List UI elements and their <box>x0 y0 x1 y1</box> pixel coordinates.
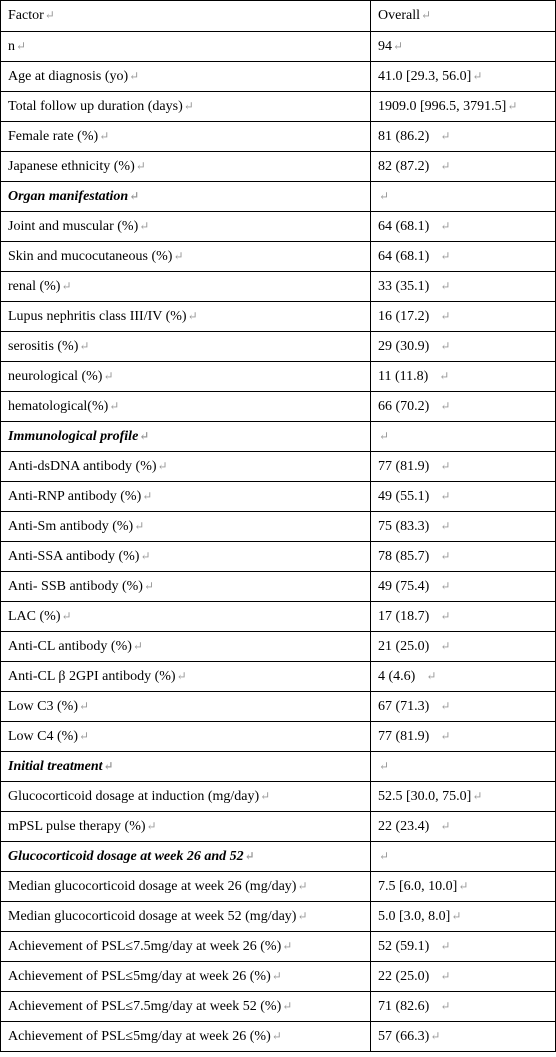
overall-value: 21 (25.0) <box>378 638 430 654</box>
factor-cell <box>1 662 371 692</box>
paragraph-mark-icon: ↵ <box>393 38 404 53</box>
paragraph-mark-icon: ↵ <box>297 908 308 923</box>
factor-label: Median glucocorticoid dosage at week 26 (mg/day) <box>8 878 297 894</box>
overall-value: 41.0 [29.3, 56.0] <box>378 68 472 84</box>
factor-label: Median glucocorticoid dosage at week 52 (mg/day) <box>8 908 297 924</box>
paragraph-mark-icon: ↵ <box>173 248 184 263</box>
paragraph-mark-icon: ↵ <box>129 68 140 83</box>
overall-value: 22 (23.4) <box>378 818 430 834</box>
paragraph-mark-icon: ↵ <box>426 668 437 683</box>
paragraph-mark-icon: ↵ <box>440 338 451 353</box>
overall-cell <box>371 152 556 182</box>
overall-cell <box>371 542 556 572</box>
overall-value: 67 (71.3) <box>378 698 430 714</box>
overall-cell <box>371 572 556 602</box>
paragraph-mark-icon: ↵ <box>282 998 293 1013</box>
overall-value: 33 (35.1) <box>378 278 430 294</box>
header-factor-label: Factor <box>8 8 44 23</box>
section-header-row <box>1 422 556 452</box>
paragraph-mark-icon: ↵ <box>440 488 451 503</box>
overall-value: 78 (85.7) <box>378 548 430 564</box>
table-row <box>1 62 556 92</box>
table-row <box>1 992 556 1022</box>
factor-cell <box>1 362 371 392</box>
factor-label: Female rate (%) <box>8 128 99 144</box>
factor-cell <box>1 452 371 482</box>
overall-cell <box>371 212 556 242</box>
overall-cell <box>371 662 556 692</box>
table-row <box>1 632 556 662</box>
overall-cell <box>371 92 556 122</box>
table-row <box>1 242 556 272</box>
factor-cell <box>1 152 371 182</box>
factor-cell <box>1 242 371 272</box>
factor-label: Anti-dsDNA antibody (%) <box>8 458 157 474</box>
factor-cell <box>1 212 371 242</box>
factor-cell <box>1 782 371 812</box>
paragraph-mark-icon: ↵ <box>379 848 390 863</box>
paragraph-mark-icon: ↵ <box>440 398 451 413</box>
paragraph-mark-icon: ↵ <box>458 878 469 893</box>
overall-cell <box>371 512 556 542</box>
table-row <box>1 812 556 842</box>
paragraph-mark-icon: ↵ <box>134 518 145 533</box>
paragraph-mark-icon: ↵ <box>187 308 198 323</box>
overall-cell <box>371 962 556 992</box>
factor-cell <box>1 512 371 542</box>
overall-value: 1909.0 [996.5, 3791.5] <box>378 98 507 114</box>
factor-cell <box>1 842 371 872</box>
table-row <box>1 572 556 602</box>
paragraph-mark-icon: ↵ <box>440 938 451 953</box>
factor-label: Achievement of PSL≤7.5mg/day at week 52 (%) <box>8 998 282 1014</box>
table-row <box>1 1022 556 1052</box>
table-row <box>1 782 556 812</box>
paragraph-mark-icon: ↵ <box>132 638 143 653</box>
table-row <box>1 92 556 122</box>
factor-label: Glucocorticoid dosage at induction (mg/day) <box>8 788 260 804</box>
overall-cell <box>371 1022 556 1052</box>
factor-label: Low C4 (%) <box>8 728 78 744</box>
factor-cell <box>1 32 371 62</box>
overall-cell <box>371 842 556 872</box>
factor-label: n <box>8 38 15 54</box>
overall-value: 49 (75.4) <box>378 578 430 594</box>
factor-label: Achievement of PSL≤5mg/day at week 26 (%) <box>8 1028 271 1044</box>
overall-cell <box>371 632 556 662</box>
overall-cell <box>371 452 556 482</box>
table-row <box>1 602 556 632</box>
table-row <box>1 872 556 902</box>
factor-label: Lupus nephritis class III/IV (%) <box>8 308 187 324</box>
factor-cell <box>1 692 371 722</box>
factor-label: LAC (%) <box>8 608 61 624</box>
overall-value: 75 (83.3) <box>378 518 430 534</box>
overall-value: 77 (81.9) <box>378 728 430 744</box>
table-row <box>1 302 556 332</box>
paragraph-mark-icon: ↵ <box>440 998 451 1013</box>
section-label: Organ manifestation <box>8 188 129 204</box>
paragraph-mark-icon: ↵ <box>440 968 451 983</box>
paragraph-mark-icon: ↵ <box>143 578 155 593</box>
paragraph-mark-icon: ↵ <box>109 398 120 413</box>
factor-cell <box>1 272 371 302</box>
factor-cell <box>1 962 371 992</box>
factor-cell <box>1 332 371 362</box>
overall-value: 5.0 [3.0, 8.0] <box>378 908 451 924</box>
section-label: Initial treatment <box>8 758 103 774</box>
paragraph-mark-icon: ↵ <box>176 668 187 683</box>
factor-cell <box>1 932 371 962</box>
paragraph-mark-icon: ↵ <box>440 518 451 533</box>
paragraph-mark-icon: ↵ <box>507 98 518 113</box>
header-cell-overall <box>371 1 556 32</box>
factor-cell <box>1 92 371 122</box>
overall-cell <box>371 992 556 1022</box>
paragraph-mark-icon: ↵ <box>379 428 390 443</box>
factor-cell <box>1 812 371 842</box>
paragraph-mark-icon: ↵ <box>430 1028 441 1043</box>
overall-value: 49 (55.1) <box>378 488 430 504</box>
paragraph-mark-icon: ↵ <box>61 278 72 293</box>
factor-cell <box>1 392 371 422</box>
paragraph-mark-icon: ↵ <box>440 128 451 143</box>
factor-label: Anti-CL antibody (%) <box>8 638 132 654</box>
section-label: Glucocorticoid dosage at week 26 and 52 <box>8 848 244 864</box>
paragraph-mark-icon: ↵ <box>379 758 390 773</box>
overall-value: 11 (11.8) <box>378 368 429 384</box>
overall-value: 7.5 [6.0, 10.0] <box>378 878 458 894</box>
overall-cell <box>371 692 556 722</box>
overall-cell <box>371 32 556 62</box>
paragraph-mark-icon: ↵ <box>16 38 27 53</box>
factor-cell <box>1 902 371 932</box>
factor-label: Anti-CL β 2GPI antibody (%) <box>8 668 176 684</box>
overall-value: 81 (86.2) <box>378 128 430 144</box>
factor-label: Anti-SSA antibody (%) <box>8 548 140 564</box>
overall-cell <box>371 302 556 332</box>
factor-cell <box>1 62 371 92</box>
factor-label: renal (%) <box>8 278 61 294</box>
paragraph-mark-icon: ↵ <box>99 128 110 143</box>
overall-value: 64 (68.1) <box>378 218 430 234</box>
paragraph-mark-icon: ↵ <box>451 908 462 923</box>
paragraph-mark-icon: ↵ <box>440 308 451 323</box>
factor-label: Anti- SSB antibody (%) <box>8 578 143 594</box>
paragraph-mark-icon: ↵ <box>440 158 451 173</box>
paragraph-mark-icon: ↵ <box>79 338 90 353</box>
overall-value: 71 (82.6) <box>378 998 430 1014</box>
paragraph-mark-icon: ↵ <box>79 698 90 713</box>
overall-value: 52 (59.1) <box>378 938 430 954</box>
table-row <box>1 962 556 992</box>
table-body <box>1 1 556 1052</box>
overall-cell <box>371 422 556 452</box>
paragraph-mark-icon: ↵ <box>103 368 114 383</box>
factor-cell <box>1 572 371 602</box>
table-row <box>1 482 556 512</box>
factor-cell <box>1 602 371 632</box>
factor-cell <box>1 992 371 1022</box>
paragraph-mark-icon: ↵ <box>146 818 157 833</box>
paragraph-mark-icon: ↵ <box>440 698 451 713</box>
table-row <box>1 722 556 752</box>
overall-value: 64 (68.1) <box>378 248 430 264</box>
factor-cell <box>1 722 371 752</box>
overall-value: 29 (30.9) <box>378 338 430 354</box>
paragraph-mark-icon: ↵ <box>440 638 451 653</box>
paragraph-mark-icon: ↵ <box>297 878 308 893</box>
factor-label: Low C3 (%) <box>8 698 78 714</box>
paragraph-mark-icon: ↵ <box>129 188 140 203</box>
table-row <box>1 392 556 422</box>
factor-label: serositis (%) <box>8 338 79 354</box>
overall-cell <box>371 482 556 512</box>
factor-cell <box>1 632 371 662</box>
paragraph-mark-icon: ↵ <box>440 278 451 293</box>
overall-cell <box>371 932 556 962</box>
table-row <box>1 332 556 362</box>
table-row <box>1 452 556 482</box>
table-row <box>1 662 556 692</box>
overall-cell <box>371 722 556 752</box>
table-row <box>1 122 556 152</box>
header-cell-factor <box>1 1 371 32</box>
overall-cell <box>371 62 556 92</box>
paragraph-mark-icon: ↵ <box>440 248 451 263</box>
overall-cell <box>371 782 556 812</box>
table-row <box>1 152 556 182</box>
paragraph-mark-icon: ↵ <box>157 458 168 473</box>
table-row <box>1 32 556 62</box>
paragraph-mark-icon: ↵ <box>139 428 150 443</box>
table-row <box>1 362 556 392</box>
paragraph-mark-icon: ↵ <box>440 578 451 593</box>
table-row <box>1 212 556 242</box>
section-header-row <box>1 842 556 872</box>
paragraph-mark-icon: ↵ <box>271 1028 282 1043</box>
overall-value: 94 <box>378 38 392 54</box>
paragraph-mark-icon: ↵ <box>439 368 450 383</box>
factor-label: Japanese ethnicity (%) <box>8 158 135 174</box>
factor-cell <box>1 1022 371 1052</box>
factor-label: Achievement of PSL≤7.5mg/day at week 26 (%) <box>8 938 282 954</box>
factor-label: hematological(%) <box>8 398 109 414</box>
table-row <box>1 932 556 962</box>
factor-cell <box>1 872 371 902</box>
section-header-row <box>1 182 556 212</box>
factor-label: Anti-RNP antibody (%) <box>8 488 142 504</box>
factor-label: Skin and mucocutaneous (%) <box>8 248 173 264</box>
section-header-row <box>1 752 556 782</box>
paragraph-mark-icon: ↵ <box>472 788 483 803</box>
overall-value: 4 (4.6) <box>378 668 416 684</box>
paragraph-mark-icon: ↵ <box>103 758 114 773</box>
overall-cell <box>371 362 556 392</box>
overall-cell <box>371 872 556 902</box>
header-overall-label: Overall <box>378 8 420 23</box>
overall-cell <box>371 392 556 422</box>
factor-label: Total follow up duration (days) <box>8 98 183 114</box>
factor-label: mPSL pulse therapy (%) <box>8 818 146 834</box>
overall-value: 52.5 [30.0, 75.0] <box>378 788 472 804</box>
overall-cell <box>371 902 556 932</box>
table-row <box>1 272 556 302</box>
overall-value: 17 (18.7) <box>378 608 430 624</box>
factor-label: Anti-Sm antibody (%) <box>8 518 134 534</box>
factor-cell <box>1 182 371 212</box>
paragraph-mark-icon: ↵ <box>79 728 90 743</box>
overall-cell <box>371 812 556 842</box>
overall-cell <box>371 122 556 152</box>
factor-cell <box>1 122 371 152</box>
factor-cell <box>1 482 371 512</box>
paragraph-mark-icon: ↵ <box>244 848 255 863</box>
table-row <box>1 542 556 572</box>
overall-cell <box>371 182 556 212</box>
paragraph-mark-icon: ↵ <box>440 548 451 563</box>
overall-cell <box>371 332 556 362</box>
factor-cell <box>1 542 371 572</box>
section-label: Immunological profile <box>8 428 139 444</box>
paragraph-mark-icon: ↵ <box>379 188 390 203</box>
factor-label: Joint and muscular (%) <box>8 218 139 234</box>
table-header-row <box>1 1 556 32</box>
factor-cell <box>1 302 371 332</box>
table-row <box>1 512 556 542</box>
paragraph-mark-icon: ↵ <box>440 818 451 833</box>
factor-label: Age at diagnosis (yo) <box>8 68 129 84</box>
table-row <box>1 902 556 932</box>
overall-value: 16 (17.2) <box>378 308 430 324</box>
overall-value: 77 (81.9) <box>378 458 430 474</box>
paragraph-mark-icon: ↵ <box>44 8 55 22</box>
overall-value: 66 (70.2) <box>378 398 430 414</box>
factor-cell <box>1 752 371 782</box>
paragraph-mark-icon: ↵ <box>282 938 293 953</box>
paragraph-mark-icon: ↵ <box>260 788 271 803</box>
paragraph-mark-icon: ↵ <box>440 218 451 233</box>
overall-cell <box>371 752 556 782</box>
factor-label: Achievement of PSL≤5mg/day at week 26 (%) <box>8 968 271 984</box>
paragraph-mark-icon: ↵ <box>440 728 451 743</box>
paragraph-mark-icon: ↵ <box>139 218 150 233</box>
paragraph-mark-icon: ↵ <box>135 158 146 173</box>
paragraph-mark-icon: ↵ <box>142 488 153 503</box>
overall-value: 82 (87.2) <box>378 158 430 174</box>
paragraph-mark-icon: ↵ <box>61 608 72 623</box>
paragraph-mark-icon: ↵ <box>420 8 432 22</box>
factor-cell <box>1 422 371 452</box>
paragraph-mark-icon: ↵ <box>472 68 483 83</box>
overall-value: 57 (66.3) <box>378 1028 430 1044</box>
paragraph-mark-icon: ↵ <box>440 458 451 473</box>
paragraph-mark-icon: ↵ <box>140 548 151 563</box>
overall-cell <box>371 272 556 302</box>
paragraph-mark-icon: ↵ <box>271 968 282 983</box>
paragraph-mark-icon: ↵ <box>440 608 451 623</box>
paragraph-mark-icon: ↵ <box>183 98 194 113</box>
overall-cell <box>371 242 556 272</box>
factor-label: neurological (%) <box>8 368 103 384</box>
table-row <box>1 692 556 722</box>
overall-cell <box>371 602 556 632</box>
overall-value: 22 (25.0) <box>378 968 430 984</box>
